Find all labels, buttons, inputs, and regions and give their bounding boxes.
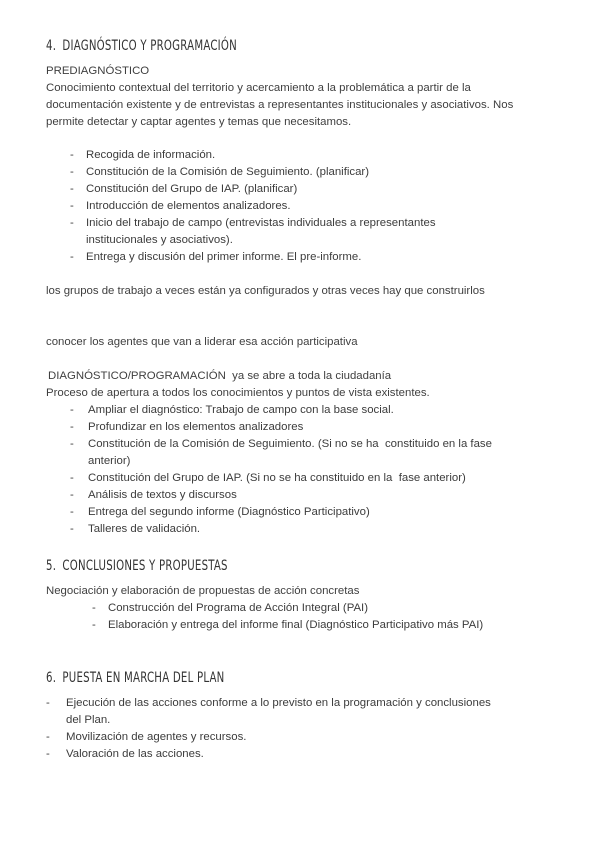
section-5-title: CONCLUSIONES Y PROPUESTAS bbox=[62, 558, 228, 574]
section-5-text: Negociación y elaboración de propuestas de acción concretas bbox=[46, 585, 360, 597]
list-item: - Movilización de agentes y recursos. bbox=[46, 731, 247, 743]
section-6-number: 6. bbox=[46, 670, 57, 686]
list-item: - Profundizar en los elementos analizadores bbox=[70, 421, 304, 433]
diagnostico-text: Proceso de apertura a todos los conocimientos y puntos de vista existentes. bbox=[46, 387, 430, 399]
prediagnostico-text: Conocimiento contextual del territorio y acercamiento a la problemática a partir de la documentación existente y de entrevistas a representantes institucionales y asociativos. Nos permite detectar y captar agentes y temas que necesitamos. bbox=[46, 82, 514, 128]
list-item: - Ampliar el diagnóstico: Trabajo de campo con la base social. bbox=[70, 404, 394, 416]
list-item: - Constitución del Grupo de IAP. (Si no se ha constituido en la fase anterior) bbox=[70, 472, 466, 484]
diagnostico-label: DIAGNÓSTICO/PROGRAMACIÓN ya se abre a toda la ciudadanía bbox=[48, 370, 392, 382]
list-item: - Ejecución de las acciones conforme a lo previsto en la programación y conclusiones del Plan. bbox=[46, 697, 491, 726]
list-item: - Recogida de información. bbox=[70, 149, 216, 161]
list-item: - Construcción del Programa de Acción Integral (PAI) bbox=[92, 602, 368, 614]
section-4-heading bbox=[46, 38, 237, 55]
note-agents: conocer los agentes que van a liderar esa acción participativa bbox=[46, 336, 358, 348]
list-item: - Elaboración y entrega del informe final (Diagnóstico Participativo más PAI) bbox=[92, 619, 484, 631]
list-item: - Entrega del segundo informe (Diagnóstico Participativo) bbox=[70, 506, 370, 518]
section-6-list bbox=[46, 695, 506, 763]
list-item: - Introducción de elementos analizadores. bbox=[70, 200, 291, 212]
section-4-title: DIAGNÓSTICO Y PROGRAMACIÓN bbox=[62, 38, 238, 54]
list-item: - Valoración de las acciones. bbox=[46, 748, 204, 760]
list-item: - Análisis de textos y discursos bbox=[70, 489, 237, 501]
section-5-number: 5. bbox=[46, 558, 57, 574]
diagnostico-list bbox=[70, 402, 530, 538]
section-6-heading bbox=[46, 670, 225, 687]
list-item: - Entrega y discusión del primer informe. El pre-informe. bbox=[70, 251, 362, 263]
section-6-title: PUESTA EN MARCHA DEL PLAN bbox=[62, 670, 225, 686]
list-item: - Inicio del trabajo de campo (entrevistas individuales a representantes institucionales y asociativos). bbox=[70, 217, 436, 246]
list-item: - Talleres de validación. bbox=[70, 523, 201, 535]
note-working-groups: los grupos de trabajo a veces están ya configurados y otras veces hay que construirlos bbox=[46, 285, 485, 297]
list-item: - Constitución de la Comisión de Seguimiento. (Si no se ha constituido en la fase anterior) bbox=[70, 438, 496, 467]
section-5-list bbox=[92, 600, 532, 634]
list-item: - Constitución del Grupo de IAP. (planificar) bbox=[70, 183, 298, 195]
prediagnostico-label: PREDIAGNÓSTICO bbox=[46, 65, 150, 77]
list-item: - Constitución de la Comisión de Seguimiento. (planificar) bbox=[70, 166, 370, 178]
section-4-number: 4. bbox=[46, 38, 57, 54]
prediagnostico-list bbox=[70, 147, 520, 266]
section-5-heading bbox=[46, 558, 228, 575]
